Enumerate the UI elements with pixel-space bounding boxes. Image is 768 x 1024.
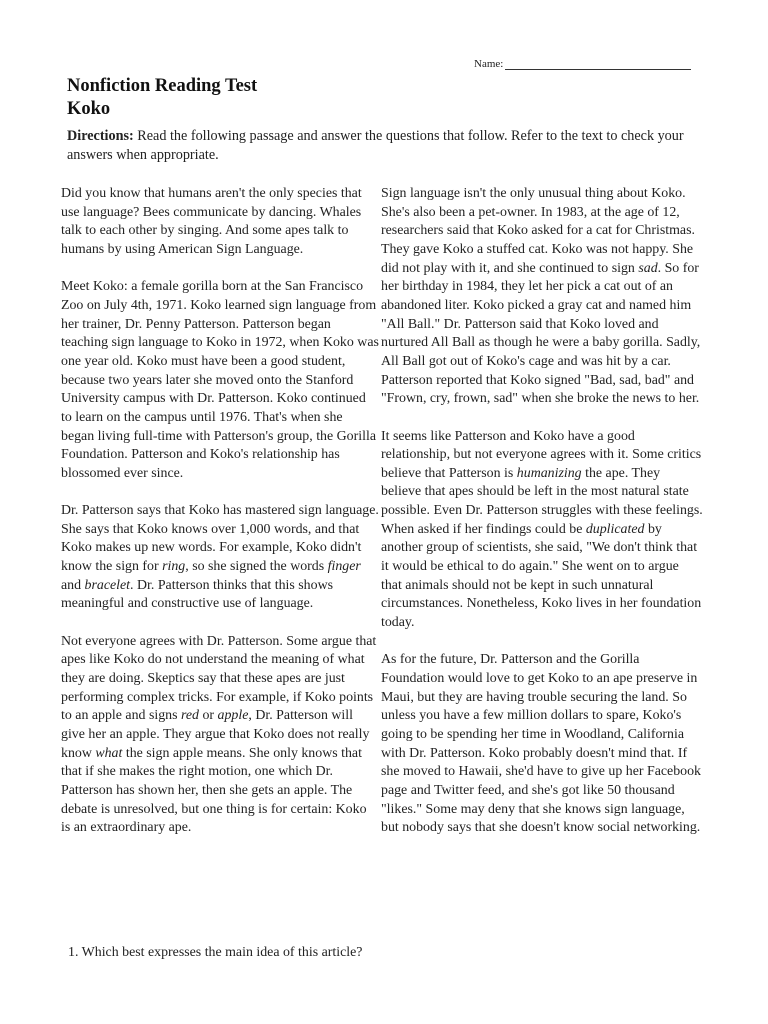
p4-text-d: the sign apple means. She only knows that that if she makes the right motion, one which Dr. Patterson has shown her, then she gets an apple. The debate is unresolved, but one thing is for certain: Koko is an extraordinary ape. [61, 745, 367, 836]
passage-left-column [61, 185, 379, 857]
p4-text-c: , Dr. Patterson will give her an apple. They argue that Koko does not really know [61, 708, 370, 761]
paragraph-7: As for the future, Dr. Patterson and the Gorilla Foundation would love to get Koko to an ape preserve in Maui, but they are having trouble securing the land. So unless you have a few million dollars to spare, Koko's going to be spending her time in Woodland, California with Dr. Patterson. Koko probably doesn't mind that. If she moved to Hawaii, she'd have to give up her Facebook page and Twitter feed, and she's got like 50 thousand "likes." Some may deny that she knows sign language, but nobody says that she doesn't know social networking. [381, 652, 701, 836]
p3-italic-finger: finger [327, 559, 361, 575]
name-blank-line [505, 58, 691, 70]
p4-italic-red: red [180, 708, 199, 724]
p4-text-a: Not everyone agrees with Dr. Patterson. Some argue that apes like Koko do not understand the meaning of what they are doing. Skeptics say that these apes are just performing complex tricks. For example, if Koko points to an apple and signs [61, 633, 377, 724]
paragraph-4 [61, 633, 379, 838]
p4-italic-what: what [95, 745, 123, 761]
paragraph-5 [381, 185, 703, 409]
p5-text-b: . So for her birthday in 1984, they let her pick a cat out of an abandoned liter. Koko picked a gray cat and named him "All Ball." Dr. Patterson said that Koko loved and nurtured All Ball as though he were a baby gorilla. Sadly, All Ball got out of Koko's cage and was hit by a car. Patterson reported that Koko signed "Bad, sad, bad" and "Frown, cry, frown, sad" when she broke the news to her. [381, 260, 701, 407]
p3-italic-ring: ring [162, 559, 186, 575]
paragraph-6 [381, 428, 703, 633]
p3-text-a: Dr. Patterson says that Koko has mastered sign language. She says that Koko knows over 1,000 words, and that Koko makes up new words. For example, Koko didn't know the sign for [61, 503, 379, 575]
p5-italic-sad: sad [638, 260, 658, 276]
page-title [67, 75, 257, 121]
name-field [474, 58, 691, 70]
p3-text-b: , so she signed the words [185, 559, 328, 575]
p5-text-a: Sign language isn't the only unusual thing about Koko. She's also been a pet-owner. In 1983, at the age of 12, researchers said that Koko asked for a cat for Christmas. They gave Koko a stuffed cat. Koko was not happy. She did not play with it, and she continued to sign [381, 186, 695, 276]
directions-text: Read the following passage and answer the questions that follow. Refer to the text to check your answers when appropriate. [67, 128, 684, 163]
paragraph-1: Did you know that humans aren't the only species that use language? Bees communicate by dancing. Whales talk to each other by singing. And some apes talk to humans by using American Sign Language. [61, 186, 362, 257]
name-label: Name: [474, 58, 504, 70]
p6-italic-humanizing: humanizing [516, 465, 582, 481]
p3-italic-bracelet: bracelet [84, 577, 131, 593]
p4-italic-apple: apple [217, 708, 249, 724]
paragraph-3 [61, 502, 379, 614]
title-line-1: Nonfiction Reading Test [67, 76, 258, 96]
p3-text-d: . Dr. Patterson thinks that this shows meaningful and constructive use of language. [61, 577, 334, 612]
directions [67, 127, 707, 165]
p6-italic-duplicated: duplicated [585, 521, 645, 537]
p6-text-b: the ape. They believe that apes should be left in the most natural state possible. Even Dr. Patterson struggles with these feelings. When asked if her findings could be [381, 465, 703, 537]
p6-text-a: It seems like Patterson and Koko have a good relationship, but not everyone agrees with it. Some critics believe that Patterson is [381, 428, 702, 481]
title-line-2: Koko [67, 99, 111, 119]
directions-label: Directions: [67, 128, 134, 144]
passage-right-column [381, 185, 703, 857]
p6-text-c: by another group of scientists, she said, "We don't think that it would be ethical to do again." She went on to argue that animals should not be kept in such unnatural circumstances. Nonetheless, Koko lives in her foundation today. [381, 521, 702, 631]
p4-text-b: or [199, 708, 218, 724]
p3-text-c: and [61, 577, 85, 593]
question-1: 1. Which best expresses the main idea of this article? [68, 945, 363, 960]
paragraph-2: Meet Koko: a female gorilla born at the San Francisco Zoo on July 4th, 1971. Koko learned sign language from her trainer, Dr. Penny Patterson. Patterson began teaching sign language to Koko in 1972, when Koko was one year old. Koko must have been a good student, because two years later she moved onto the Stanford University campus with Dr. Patterson. Koko continued to learn on the campus until 1976. That's when she began living full-time with Patterson's group, the Gorilla Foundation. Patterson and Koko's relationship has blossomed ever since. [61, 279, 379, 481]
